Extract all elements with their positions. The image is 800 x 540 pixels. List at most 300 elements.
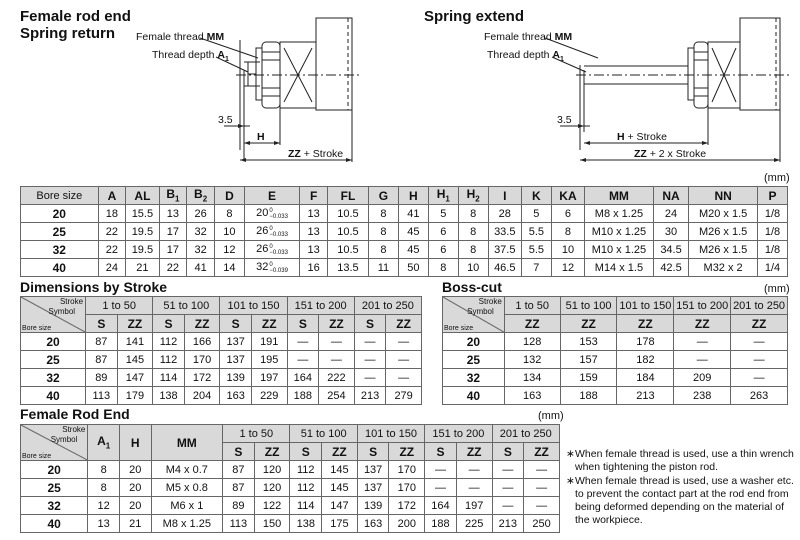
table-cell: 87 bbox=[86, 333, 117, 351]
table-row bbox=[443, 387, 788, 405]
bore-size-cell: 32 bbox=[21, 241, 99, 259]
table-cell: 41 bbox=[187, 259, 215, 277]
table-cell: M10 x 1.25 bbox=[585, 223, 654, 241]
stroke-range: 101 to 150 bbox=[357, 425, 424, 443]
cylinder-right bbox=[740, 18, 780, 110]
label-ZZ-left: ZZ + Stroke bbox=[288, 148, 344, 160]
stroke-range: 51 to 100 bbox=[290, 425, 357, 443]
table-cell: 1/8 bbox=[757, 223, 787, 241]
table-cell: 32 bbox=[187, 241, 215, 259]
table-cell: — bbox=[386, 369, 422, 387]
label-thread-depth-right: Thread depth $A_1$ bbox=[487, 49, 564, 64]
table-cell: 191 bbox=[251, 333, 287, 351]
table-cell: 170 bbox=[389, 479, 425, 497]
header-MM: MM bbox=[585, 187, 654, 205]
table-cell: 139 bbox=[220, 369, 251, 387]
table-cell: 6 bbox=[551, 205, 584, 223]
table-cell: 6 bbox=[428, 223, 458, 241]
table-cell: — bbox=[674, 333, 731, 351]
stroke-range: 51 to 100 bbox=[153, 297, 220, 315]
table-cell: 279 bbox=[386, 387, 422, 405]
table-cell: 209 bbox=[674, 369, 731, 387]
section-title-boss-cut: Boss-cut bbox=[442, 279, 502, 295]
table-cell: — bbox=[524, 479, 560, 497]
stroke-range: 201 to 250 bbox=[731, 297, 788, 315]
table-cell: 137 bbox=[220, 333, 251, 351]
table-cell: 238 bbox=[674, 387, 731, 405]
table-cell: 34.5 bbox=[653, 241, 688, 259]
table-cell: 21 bbox=[119, 515, 151, 533]
table-cell: 20 bbox=[119, 461, 151, 479]
table-cell: 172 bbox=[389, 497, 425, 515]
table-cell: 188 bbox=[425, 515, 457, 533]
header-NN: NN bbox=[689, 187, 758, 205]
label-female-thread-left: Female thread MM bbox=[136, 31, 225, 43]
table-cell: 8 bbox=[551, 223, 584, 241]
column-header: ZZ bbox=[254, 443, 290, 461]
table-cell: 1/8 bbox=[757, 241, 787, 259]
column-header: S bbox=[153, 315, 184, 333]
bore-size-cell: 25 bbox=[21, 223, 99, 241]
table-cell: M14 x 1.5 bbox=[585, 259, 654, 277]
title-spring-extend: Spring extend bbox=[424, 8, 525, 25]
table-cell: 172 bbox=[184, 369, 220, 387]
table-cell: 10.5 bbox=[327, 205, 368, 223]
table-cell: 10 bbox=[214, 223, 244, 241]
label-H-right: H + Stroke bbox=[617, 131, 667, 143]
header-B1: $B_1$ bbox=[159, 187, 187, 205]
table-cell: 166 bbox=[184, 333, 220, 351]
header-I: I bbox=[488, 187, 521, 205]
header-AL: AL bbox=[126, 187, 159, 205]
table-cell: — bbox=[386, 351, 422, 369]
cell-E: 26 0 −0.033 bbox=[244, 241, 299, 259]
table-cell: 179 bbox=[117, 387, 153, 405]
cell-E: 20 0 −0.033 bbox=[244, 205, 299, 223]
table-cell: 19.5 bbox=[126, 241, 159, 259]
rod-nut-right bbox=[688, 48, 694, 100]
table-cell: 184 bbox=[617, 369, 674, 387]
table-cell: 113 bbox=[223, 515, 255, 533]
table-cell: — bbox=[456, 479, 492, 497]
table-cell: 8 bbox=[458, 241, 488, 259]
table-cell: 32 bbox=[187, 223, 215, 241]
bore-size-cell: 25 bbox=[21, 479, 88, 497]
table-cell: 20 bbox=[119, 497, 151, 515]
header-K: K bbox=[521, 187, 551, 205]
column-header: S bbox=[223, 443, 255, 461]
boss-cut-unit: (mm) bbox=[764, 283, 790, 295]
table-cell: 13 bbox=[88, 515, 120, 533]
table-cell: M26 x 1.5 bbox=[689, 241, 758, 259]
table-cell: 182 bbox=[617, 351, 674, 369]
diag-header-boss: Stroke Symbol Bore size bbox=[443, 297, 505, 333]
column-header: S bbox=[290, 443, 322, 461]
section-title-female-rod-end: Female Rod End bbox=[20, 406, 130, 422]
table-cell: 5 bbox=[428, 205, 458, 223]
header-P: P bbox=[757, 187, 787, 205]
table-cell: 145 bbox=[117, 351, 153, 369]
table-cell: 141 bbox=[117, 333, 153, 351]
table-cell: 87 bbox=[223, 479, 255, 497]
table-cell: 12 bbox=[214, 241, 244, 259]
header-H2: $H_2$ bbox=[458, 187, 488, 205]
column-header: ZZ bbox=[184, 315, 220, 333]
notes bbox=[566, 448, 796, 527]
diag-header-dims: Stroke Symbol Bore size bbox=[21, 297, 86, 333]
table-row bbox=[443, 369, 788, 387]
table-cell: 41 bbox=[398, 205, 428, 223]
label-female-thread-right: Female thread MM bbox=[484, 31, 573, 43]
header-FL: FL bbox=[327, 187, 368, 205]
leader-thread-left bbox=[200, 38, 258, 58]
table-cell: 15.5 bbox=[126, 205, 159, 223]
table-row bbox=[21, 369, 422, 387]
table-cell: 10.5 bbox=[327, 223, 368, 241]
title-female-rod-end: Female rod end bbox=[20, 8, 131, 25]
table-cell: 188 bbox=[560, 387, 617, 405]
table-row bbox=[443, 351, 788, 369]
header-F: F bbox=[300, 187, 328, 205]
table-cell: 213 bbox=[617, 387, 674, 405]
table-cell: 128 bbox=[504, 333, 560, 351]
table-cell: — bbox=[524, 461, 560, 479]
header-A1: $A_1$ bbox=[88, 425, 120, 461]
table-cell: 163 bbox=[357, 515, 389, 533]
table-cell: 145 bbox=[322, 479, 358, 497]
table-cell: — bbox=[492, 497, 524, 515]
table-cell: 138 bbox=[290, 515, 322, 533]
table-cell: — bbox=[354, 351, 385, 369]
header-bore-size: Bore size bbox=[21, 187, 99, 205]
table-cell: 45 bbox=[398, 241, 428, 259]
table-cell: 175 bbox=[322, 515, 358, 533]
boss-cut-table bbox=[442, 296, 788, 405]
column-header: S bbox=[357, 443, 389, 461]
table-cell: 42.5 bbox=[653, 259, 688, 277]
table-cell: 134 bbox=[504, 369, 560, 387]
table-cell: 213 bbox=[354, 387, 385, 405]
table-cell: 13 bbox=[300, 223, 328, 241]
main-table-unit: (mm) bbox=[764, 172, 790, 184]
header-A: A bbox=[98, 187, 126, 205]
table-cell: 89 bbox=[223, 497, 255, 515]
table-row bbox=[21, 205, 788, 223]
label-H-left: H bbox=[257, 131, 265, 143]
table-cell: 112 bbox=[153, 333, 184, 351]
table-cell: 10 bbox=[551, 241, 584, 259]
table-cell: — bbox=[731, 351, 788, 369]
table-cell: 13.5 bbox=[327, 259, 368, 277]
table-cell: — bbox=[287, 351, 318, 369]
table-row bbox=[21, 497, 560, 515]
table-cell: 159 bbox=[560, 369, 617, 387]
table-cell: 200 bbox=[389, 515, 425, 533]
stroke-range: 1 to 50 bbox=[86, 297, 153, 315]
header-KA: KA bbox=[551, 187, 584, 205]
table-cell: 178 bbox=[617, 333, 674, 351]
table-cell: 114 bbox=[290, 497, 322, 515]
table-cell: 263 bbox=[731, 387, 788, 405]
column-header: S bbox=[492, 443, 524, 461]
table-cell: 12 bbox=[551, 259, 584, 277]
column-header: ZZ bbox=[504, 315, 560, 333]
bore-size-cell: 25 bbox=[443, 351, 505, 369]
table-cell: 229 bbox=[251, 387, 287, 405]
table-cell: — bbox=[287, 333, 318, 351]
label-ZZ-right: ZZ + 2 x Stroke bbox=[634, 148, 707, 160]
stroke-range: 201 to 250 bbox=[354, 297, 421, 315]
header-D: D bbox=[214, 187, 244, 205]
table-cell: 197 bbox=[251, 369, 287, 387]
table-cell: 14 bbox=[214, 259, 244, 277]
stroke-range: 151 to 200 bbox=[674, 297, 731, 315]
bore-size-cell: 20 bbox=[21, 205, 99, 223]
table-cell: 46.5 bbox=[488, 259, 521, 277]
table-cell: 213 bbox=[492, 515, 524, 533]
table-row bbox=[21, 241, 788, 259]
stroke-range: 51 to 100 bbox=[560, 297, 617, 315]
cell-E: 26 0 −0.033 bbox=[244, 223, 299, 241]
table-cell: 145 bbox=[322, 461, 358, 479]
table-cell: 132 bbox=[504, 351, 560, 369]
column-header: S bbox=[354, 315, 385, 333]
table-cell: 112 bbox=[153, 351, 184, 369]
table-cell: M26 x 1.5 bbox=[689, 223, 758, 241]
column-header: ZZ bbox=[456, 443, 492, 461]
bore-size-cell: 20 bbox=[21, 333, 86, 351]
table-cell: — bbox=[425, 479, 457, 497]
bore-size-cell: 40 bbox=[443, 387, 505, 405]
table-cell: 8 bbox=[88, 479, 120, 497]
table-row bbox=[21, 259, 788, 277]
column-header: S bbox=[220, 315, 251, 333]
table-cell: 17 bbox=[159, 223, 187, 241]
table-cell: 28 bbox=[488, 205, 521, 223]
table-cell: 120 bbox=[254, 479, 290, 497]
table-cell: 17 bbox=[159, 241, 187, 259]
table-cell: 89 bbox=[86, 369, 117, 387]
bore-size-cell: 25 bbox=[21, 351, 86, 369]
table-cell: M6 x 1 bbox=[151, 497, 223, 515]
table-cell: 1/4 bbox=[757, 259, 787, 277]
table-cell: 6 bbox=[428, 241, 458, 259]
table-cell: 8 bbox=[88, 461, 120, 479]
table-cell: 137 bbox=[357, 479, 389, 497]
title-spring-return: Spring return bbox=[20, 25, 116, 42]
table-cell: 8 bbox=[368, 223, 398, 241]
table-cell: 18 bbox=[98, 205, 126, 223]
table-cell: 10 bbox=[458, 259, 488, 277]
table-cell: — bbox=[456, 461, 492, 479]
table-cell: 222 bbox=[319, 369, 355, 387]
table-cell: — bbox=[524, 497, 560, 515]
table-cell: M5 x 0.8 bbox=[151, 479, 223, 497]
table-cell: 195 bbox=[251, 351, 287, 369]
table-row bbox=[21, 351, 422, 369]
main-table-header bbox=[21, 187, 788, 205]
column-header: ZZ bbox=[524, 443, 560, 461]
table-cell: 33.5 bbox=[488, 223, 521, 241]
table-cell: — bbox=[319, 333, 355, 351]
table-cell: M10 x 1.25 bbox=[585, 241, 654, 259]
table-cell: 22 bbox=[159, 259, 187, 277]
table-cell: 8 bbox=[458, 223, 488, 241]
table-cell: 5.5 bbox=[521, 223, 551, 241]
table-cell: 197 bbox=[456, 497, 492, 515]
table-cell: 22 bbox=[98, 223, 126, 241]
table-cell: — bbox=[354, 369, 385, 387]
header-G: G bbox=[368, 187, 398, 205]
header-H: H bbox=[119, 425, 151, 461]
cylinder-left bbox=[316, 18, 352, 110]
table-cell: 26 bbox=[187, 205, 215, 223]
table-cell: 12 bbox=[88, 497, 120, 515]
table-cell: 120 bbox=[254, 461, 290, 479]
table-cell: 50 bbox=[398, 259, 428, 277]
header-NA: NA bbox=[653, 187, 688, 205]
table-cell: 5.5 bbox=[521, 241, 551, 259]
table-cell: 112 bbox=[290, 479, 322, 497]
table-cell: 157 bbox=[560, 351, 617, 369]
table-cell: 45 bbox=[398, 223, 428, 241]
table-cell: 137 bbox=[357, 461, 389, 479]
column-header: S bbox=[287, 315, 318, 333]
column-header: S bbox=[425, 443, 457, 461]
label-dim-3-5-left: 3.5 bbox=[218, 114, 233, 126]
table-cell: 8 bbox=[458, 205, 488, 223]
table-row bbox=[443, 333, 788, 351]
table-row bbox=[21, 387, 422, 405]
table-cell: 87 bbox=[86, 351, 117, 369]
column-header: S bbox=[86, 315, 117, 333]
table-cell: 30 bbox=[653, 223, 688, 241]
table-cell: — bbox=[386, 333, 422, 351]
table-cell: M8 x 1.25 bbox=[151, 515, 223, 533]
table-cell: 22 bbox=[98, 241, 126, 259]
table-cell: 114 bbox=[153, 369, 184, 387]
female-rod-end-unit: (mm) bbox=[538, 410, 564, 422]
table-cell: 37.5 bbox=[488, 241, 521, 259]
table-cell: 8 bbox=[368, 205, 398, 223]
table-cell: 250 bbox=[524, 515, 560, 533]
column-header: ZZ bbox=[674, 315, 731, 333]
dims-by-stroke-table bbox=[20, 296, 422, 405]
table-row bbox=[21, 223, 788, 241]
table-cell: 11 bbox=[368, 259, 398, 277]
table-cell: 188 bbox=[287, 387, 318, 405]
table-cell: 8 bbox=[214, 205, 244, 223]
table-cell: 87 bbox=[223, 461, 255, 479]
table-cell: — bbox=[492, 461, 524, 479]
table-cell: — bbox=[319, 351, 355, 369]
column-header: ZZ bbox=[389, 443, 425, 461]
column-header: ZZ bbox=[617, 315, 674, 333]
table-cell: 254 bbox=[319, 387, 355, 405]
table-row bbox=[21, 333, 422, 351]
table-cell: 163 bbox=[220, 387, 251, 405]
bore-size-cell: 40 bbox=[21, 259, 99, 277]
table-cell: 16 bbox=[300, 259, 328, 277]
header-MM: MM bbox=[151, 425, 223, 461]
table-cell: 163 bbox=[504, 387, 560, 405]
table-row bbox=[21, 461, 560, 479]
cell-E: 32 0 −0.039 bbox=[244, 259, 299, 277]
stroke-range: 1 to 50 bbox=[223, 425, 290, 443]
column-header: ZZ bbox=[319, 315, 355, 333]
table-cell: 147 bbox=[322, 497, 358, 515]
table-cell: — bbox=[492, 479, 524, 497]
technical-drawing bbox=[0, 0, 800, 180]
header-H: H bbox=[398, 187, 428, 205]
table-cell: 170 bbox=[389, 461, 425, 479]
stroke-range: 101 to 150 bbox=[617, 297, 674, 315]
main-dimension-table bbox=[20, 186, 788, 277]
table-cell: — bbox=[731, 369, 788, 387]
bore-size-cell: 32 bbox=[443, 369, 505, 387]
table-cell: M4 x 0.7 bbox=[151, 461, 223, 479]
table-cell: 170 bbox=[184, 351, 220, 369]
note-item: ∗ When female thread is used, use a thin wrench when tightening the piston rod. bbox=[566, 448, 794, 473]
table-cell: 13 bbox=[159, 205, 187, 223]
label-thread-depth-left: Thread depth $A_1$ bbox=[152, 49, 229, 64]
female-rod-end-table bbox=[20, 424, 560, 533]
table-cell: 13 bbox=[300, 241, 328, 259]
column-header: ZZ bbox=[731, 315, 788, 333]
label-dim-3-5-right: 3.5 bbox=[557, 114, 572, 126]
table-cell: 1/8 bbox=[757, 205, 787, 223]
bore-size-cell: 40 bbox=[21, 387, 86, 405]
rod-nut-left bbox=[256, 48, 262, 100]
table-cell: 7 bbox=[521, 259, 551, 277]
stroke-range: 201 to 250 bbox=[492, 425, 559, 443]
table-cell: 19.5 bbox=[126, 223, 159, 241]
table-cell: 8 bbox=[428, 259, 458, 277]
table-cell: 21 bbox=[126, 259, 159, 277]
column-header: ZZ bbox=[386, 315, 422, 333]
column-header: ZZ bbox=[322, 443, 358, 461]
leader-depth-left bbox=[216, 57, 248, 72]
table-cell: 139 bbox=[357, 497, 389, 515]
stroke-range: 151 to 200 bbox=[287, 297, 354, 315]
bore-size-cell: 20 bbox=[443, 333, 505, 351]
table-cell: 24 bbox=[653, 205, 688, 223]
bore-size-cell: 20 bbox=[21, 461, 88, 479]
bore-size-cell: 32 bbox=[21, 369, 86, 387]
header-H1: $H_1$ bbox=[428, 187, 458, 205]
diag-header-female: Stroke Symbol Bore size bbox=[21, 425, 88, 461]
table-cell: 8 bbox=[368, 241, 398, 259]
stroke-range: 1 to 50 bbox=[504, 297, 560, 315]
table-cell: 147 bbox=[117, 369, 153, 387]
table-cell: 137 bbox=[220, 351, 251, 369]
table-cell: 164 bbox=[287, 369, 318, 387]
table-cell: — bbox=[354, 333, 385, 351]
table-cell: 138 bbox=[153, 387, 184, 405]
stroke-range: 101 to 150 bbox=[220, 297, 287, 315]
table-cell: 225 bbox=[456, 515, 492, 533]
table-cell: 122 bbox=[254, 497, 290, 515]
column-header: ZZ bbox=[117, 315, 153, 333]
section-title-dims-by-stroke: Dimensions by Stroke bbox=[20, 279, 168, 295]
table-cell: 153 bbox=[560, 333, 617, 351]
table-cell: 204 bbox=[184, 387, 220, 405]
table-cell: 13 bbox=[300, 205, 328, 223]
table-cell: — bbox=[674, 351, 731, 369]
bore-size-cell: 32 bbox=[21, 497, 88, 515]
note-item: ∗ When female thread is used, use a washer etc. to prevent the contact part at the rod end from being deformed depending on the material of the workpiece. bbox=[566, 475, 794, 526]
table-cell: 150 bbox=[254, 515, 290, 533]
